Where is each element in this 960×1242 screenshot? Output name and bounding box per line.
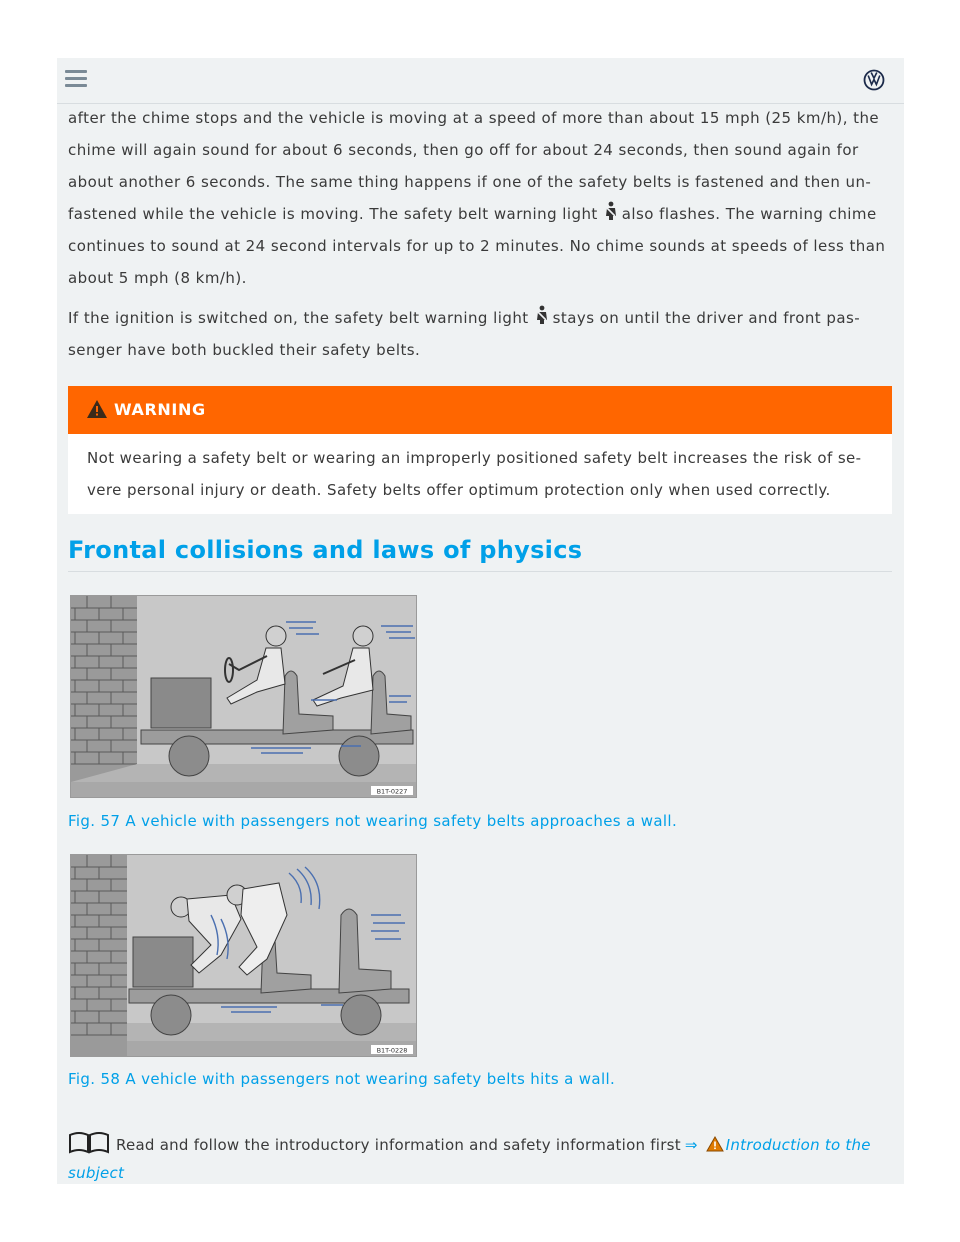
safety-belt-warning-icon (535, 305, 549, 325)
reference-arrow: ⇒ (684, 1136, 698, 1154)
section-title: Frontal collisions and laws of physics (68, 536, 892, 572)
read-first-text: Read and follow the introductory information and safety information first (116, 1136, 681, 1154)
warning-text: Not wearing a safety belt or wearing an improperly positioned safety belt increases the risk of se-vere personal injury or death. Safety belts offer optimum protection only when used correctly. (87, 449, 862, 499)
paragraph-chime-end: also flashes. The warning chime continues to sound at 24 second intervals for up to 2 minutes. No chime sounds at speeds of less than about 5 mph (8 km/h). (68, 205, 886, 287)
introduction-link[interactable]: Introduction to the subject (68, 1136, 871, 1182)
warning-title: WARNING (114, 400, 206, 419)
body-text (68, 102, 892, 374)
paragraph-ignition (68, 302, 892, 366)
warning-triangle-small-icon (706, 1136, 724, 1152)
read-first-note (68, 1131, 892, 1187)
paragraph-ignition-end: stays on until the driver and front pas-senger have both buckled their safety belts. (68, 309, 861, 359)
paragraph-ignition-start: If the ignition is switched on, the safety belt warning light (68, 309, 529, 327)
menu-icon[interactable] (65, 70, 87, 88)
figure-58-caption: Fig. 58 A vehicle with passengers not wearing safety belts hits a wall. (68, 1070, 616, 1088)
book-icon (68, 1132, 110, 1154)
warning-triangle-icon (86, 399, 108, 419)
top-bar (57, 58, 904, 104)
vw-logo-icon[interactable] (863, 69, 885, 91)
paragraph-chime (68, 102, 892, 294)
paragraph-chime-start: after the chime stops and the vehicle is moving at a speed of more than about 15 mph (25 km/h), the chime will again sound for about 6 seconds, then go off for about 24 seconds, then sound again for about another 6 seconds. The same thing happens if one of the safety belts is fastened and then un-fastened while the vehicle is moving. The safety belt warning light (68, 109, 880, 223)
figure-57-image (70, 595, 417, 798)
figure-57-code: B1T-0227 (376, 787, 408, 796)
warning-header (68, 386, 892, 434)
warning-body (68, 434, 892, 514)
figure-58-image (70, 854, 417, 1057)
figure-58-code: B1T-0228 (376, 1046, 408, 1055)
figure-57-caption: Fig. 57 A vehicle with passengers not wearing safety belts approaches a wall. (68, 812, 678, 830)
safety-belt-warning-icon (604, 201, 618, 221)
